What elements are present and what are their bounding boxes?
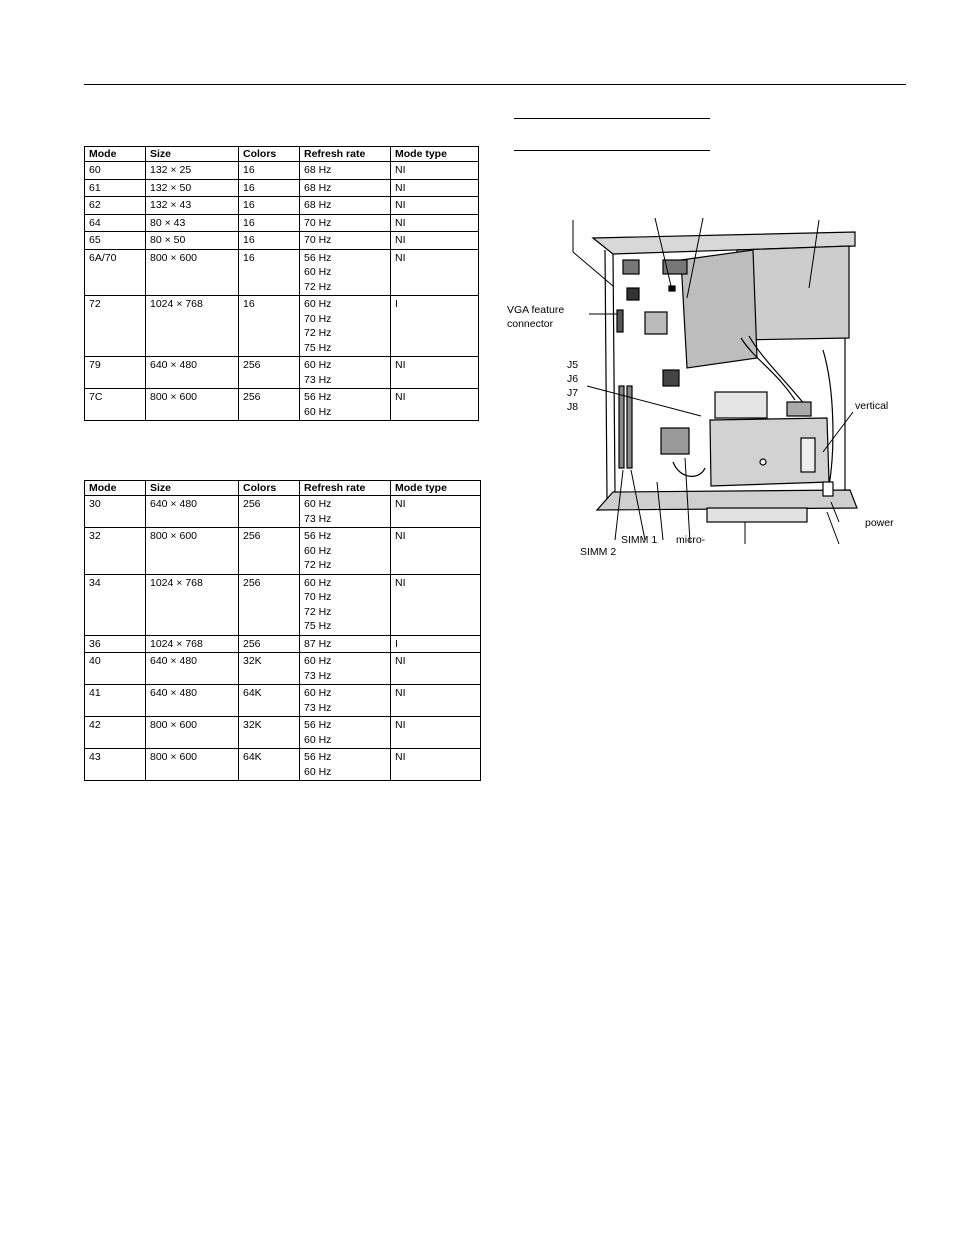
table-row — [85, 249, 479, 296]
cell-colors: 256 — [239, 496, 300, 528]
cell-mode: 7C — [85, 389, 146, 421]
cell-mode-type: NI — [391, 496, 481, 528]
cell-colors: 16 — [239, 249, 300, 296]
cell-mode-type: NI — [391, 653, 481, 685]
cell-size: 640 × 480 — [146, 653, 239, 685]
table-row — [85, 635, 481, 653]
refresh-rate-value: 70 Hz — [304, 216, 332, 229]
table-row — [85, 232, 479, 250]
cell-refresh-rate — [300, 653, 391, 685]
cell-colors: 16 — [239, 296, 300, 357]
cell-mode-type: I — [391, 296, 479, 357]
refresh-rate-value: 60 Hz — [304, 359, 332, 371]
cell-size: 800 × 600 — [146, 749, 239, 781]
table-row — [85, 389, 479, 421]
refresh-rate-value: 75 Hz — [304, 620, 332, 632]
cell-mode: 72 — [85, 296, 146, 357]
cell-colors: 16 — [239, 232, 300, 250]
refresh-rate-value: 72 Hz — [304, 327, 332, 339]
label-vga-feature: VGA feature — [507, 304, 565, 316]
refresh-rate-value: 72 Hz — [304, 605, 332, 618]
column-header-size: Size — [146, 481, 239, 496]
cell-refresh-rate — [300, 528, 391, 575]
cell-mode: 79 — [85, 357, 146, 389]
cell-refresh-rate — [300, 717, 391, 749]
cell-size: 1024 × 768 — [146, 635, 239, 653]
cell-colors: 16 — [239, 214, 300, 232]
cell-colors: 64K — [239, 685, 300, 717]
label-j6: J6 — [567, 373, 579, 385]
label-micro: micro- — [676, 534, 706, 546]
refresh-rate-value: 60 Hz — [304, 266, 332, 278]
table-row — [85, 197, 479, 215]
cell-colors: 256 — [239, 574, 300, 635]
cell-mode: 30 — [85, 496, 146, 528]
cell-colors: 16 — [239, 179, 300, 197]
table-row — [85, 496, 481, 528]
column-header-colors: Colors — [239, 147, 300, 162]
refresh-rate-value: 73 Hz — [304, 669, 332, 682]
refresh-rate-value: 70 Hz — [304, 234, 332, 246]
refresh-rate-value: 60 Hz — [304, 544, 332, 557]
cell-size: 800 × 600 — [146, 389, 239, 421]
refresh-rate-value: 56 Hz — [304, 719, 332, 731]
refresh-rate-value: 60 Hz — [304, 687, 332, 699]
cell-colors: 32K — [239, 717, 300, 749]
refresh-rate-value: 56 Hz — [304, 751, 332, 763]
label-connector: connector — [507, 318, 554, 330]
cell-mode-type: NI — [391, 214, 479, 232]
refresh-rate-value: 87 Hz — [304, 637, 332, 650]
cell-size: 132 × 50 — [146, 179, 239, 197]
refresh-rate-value: 68 Hz — [304, 199, 332, 211]
cell-colors: 256 — [239, 389, 300, 421]
cell-colors: 256 — [239, 528, 300, 575]
cell-colors: 64K — [239, 749, 300, 781]
table-row — [85, 653, 481, 685]
cell-mode-type: NI — [391, 162, 479, 180]
video-modes-table-a — [84, 146, 479, 421]
cell-mode: 42 — [85, 717, 146, 749]
refresh-rate-value: 60 Hz — [304, 576, 332, 589]
refresh-rate-value: 60 Hz — [304, 655, 332, 667]
cell-refresh-rate — [300, 214, 391, 232]
table-row — [85, 717, 481, 749]
cell-colors: 16 — [239, 197, 300, 215]
cell-mode: 62 — [85, 197, 146, 215]
cell-mode: 34 — [85, 574, 146, 635]
table-header-row — [85, 481, 481, 496]
cell-colors: 32K — [239, 653, 300, 685]
refresh-rate-value: 70 Hz — [304, 591, 332, 603]
refresh-rate-value: 60 Hz — [304, 298, 332, 310]
cell-size: 640 × 480 — [146, 685, 239, 717]
column-header-mode: Mode — [85, 147, 146, 162]
refresh-rate-value: 68 Hz — [304, 164, 332, 176]
cell-size: 640 × 480 — [146, 357, 239, 389]
label-simm-2: SIMM 2 — [580, 546, 617, 558]
cell-mode-type: NI — [391, 249, 479, 296]
refresh-rate-value: 60 Hz — [304, 733, 332, 746]
refresh-rate-value: 60 Hz — [304, 498, 332, 510]
cell-size: 132 × 43 — [146, 197, 239, 215]
cell-refresh-rate — [300, 162, 391, 180]
cell-refresh-rate — [300, 357, 391, 389]
cell-refresh-rate — [300, 749, 391, 781]
cell-size: 800 × 600 — [146, 249, 239, 296]
table-row — [85, 528, 481, 575]
cell-refresh-rate — [300, 685, 391, 717]
refresh-rate-value: 56 Hz — [304, 251, 332, 264]
refresh-rate-value: 60 Hz — [304, 405, 332, 418]
cell-refresh-rate — [300, 197, 391, 215]
cell-refresh-rate — [300, 389, 391, 421]
cell-refresh-rate — [300, 635, 391, 653]
table-row — [85, 179, 479, 197]
cell-mode-type: NI — [391, 574, 481, 635]
cell-mode-type: I — [391, 635, 481, 653]
cell-size: 1024 × 768 — [146, 574, 239, 635]
cell-refresh-rate — [300, 574, 391, 635]
table-row — [85, 357, 479, 389]
refresh-rate-value: 60 Hz — [304, 765, 332, 778]
label-j8: J8 — [567, 401, 579, 413]
cell-size: 800 × 600 — [146, 528, 239, 575]
column-header-colors: Colors — [239, 481, 300, 496]
refresh-rate-value: 73 Hz — [304, 373, 332, 386]
cell-refresh-rate — [300, 496, 391, 528]
cell-refresh-rate — [300, 232, 391, 250]
cell-refresh-rate — [300, 296, 391, 357]
cell-mode: 41 — [85, 685, 146, 717]
refresh-rate-value: 75 Hz — [304, 341, 332, 354]
cell-refresh-rate — [300, 249, 391, 296]
column-header-mode: Mode — [85, 481, 146, 496]
label-j5: J5 — [567, 359, 579, 371]
column-header-refresh-rate: Refresh rate — [300, 147, 391, 162]
column-header-size: Size — [146, 147, 239, 162]
table-row — [85, 685, 481, 717]
cell-refresh-rate — [300, 179, 391, 197]
cell-size: 640 × 480 — [146, 496, 239, 528]
heading-rule-1 — [514, 118, 710, 119]
cell-size: 800 × 600 — [146, 717, 239, 749]
cell-size: 132 × 25 — [146, 162, 239, 180]
refresh-rate-value: 68 Hz — [304, 181, 332, 194]
cell-size: 1024 × 768 — [146, 296, 239, 357]
label-power: power — [865, 517, 894, 529]
cell-mode-type: NI — [391, 528, 481, 575]
video-modes-table-b — [84, 480, 481, 781]
cell-mode-type: NI — [391, 197, 479, 215]
cell-mode: 36 — [85, 635, 146, 653]
cell-mode-type: NI — [391, 717, 481, 749]
label-vertical: vertical — [855, 400, 889, 412]
cell-mode-type: NI — [391, 357, 479, 389]
cell-mode-type: NI — [391, 179, 479, 197]
cell-size: 80 × 43 — [146, 214, 239, 232]
cell-mode: 64 — [85, 214, 146, 232]
cell-mode-type: NI — [391, 389, 479, 421]
label-j7: J7 — [567, 387, 579, 399]
table-header-row — [85, 147, 479, 162]
cell-colors: 16 — [239, 162, 300, 180]
refresh-rate-value: 56 Hz — [304, 530, 332, 542]
system-board-diagram — [505, 210, 905, 570]
cell-mode-type: NI — [391, 232, 479, 250]
header-rule — [84, 84, 906, 85]
refresh-rate-value: 73 Hz — [304, 701, 332, 714]
table-row — [85, 214, 479, 232]
label-simm-1: SIMM 1 — [621, 534, 658, 546]
refresh-rate-value: 73 Hz — [304, 512, 332, 525]
cell-colors: 256 — [239, 635, 300, 653]
column-header-mode-type: Mode type — [391, 481, 481, 496]
cell-mode: 40 — [85, 653, 146, 685]
column-header-mode-type: Mode type — [391, 147, 479, 162]
table-row — [85, 296, 479, 357]
cell-mode: 61 — [85, 179, 146, 197]
table-row — [85, 749, 481, 781]
cell-size: 80 × 50 — [146, 232, 239, 250]
cell-mode-type: NI — [391, 749, 481, 781]
cell-mode: 60 — [85, 162, 146, 180]
column-header-refresh-rate: Refresh rate — [300, 481, 391, 496]
cell-colors: 256 — [239, 357, 300, 389]
refresh-rate-value: 72 Hz — [304, 559, 332, 571]
cell-mode: 65 — [85, 232, 146, 250]
table-row — [85, 574, 481, 635]
table-row — [85, 162, 479, 180]
cell-mode: 6A/70 — [85, 249, 146, 296]
refresh-rate-value: 70 Hz — [304, 312, 332, 325]
refresh-rate-value: 72 Hz — [304, 280, 332, 293]
cell-mode: 32 — [85, 528, 146, 575]
cell-mode: 43 — [85, 749, 146, 781]
refresh-rate-value: 56 Hz — [304, 391, 332, 403]
heading-rule-2 — [514, 150, 710, 151]
cell-mode-type: NI — [391, 685, 481, 717]
